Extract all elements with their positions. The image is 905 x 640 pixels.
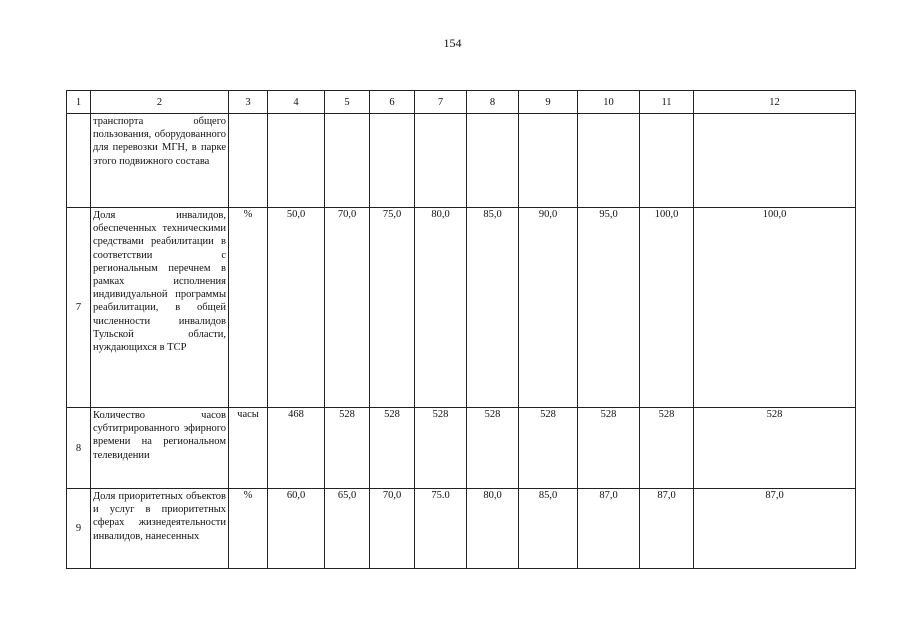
unit-cell: [229, 114, 268, 208]
value-cell: 528: [325, 408, 370, 489]
value-cell: 100,0: [640, 208, 694, 408]
header-cell: 8: [467, 91, 519, 114]
table-row: [67, 489, 856, 569]
value-cell: 70,0: [370, 489, 415, 569]
value-cell: 87,0: [578, 489, 640, 569]
header-cell: 11: [640, 91, 694, 114]
header-cell: 12: [694, 91, 856, 114]
header-cell: 1: [67, 91, 91, 114]
indicator-description: Количество часов субтитрированного эфирного времени на региональном телевидении: [91, 408, 229, 489]
value-cell: 85,0: [519, 489, 578, 569]
value-cell: [370, 114, 415, 208]
value-cell: 528: [467, 408, 519, 489]
value-cell: [519, 114, 578, 208]
header-row: [67, 91, 856, 114]
header-cell: 5: [325, 91, 370, 114]
table-row: [67, 114, 856, 208]
header-cell: 6: [370, 91, 415, 114]
indicator-description: Доля инвалидов, обеспеченных техническими средствами реабилитации в соответствии с региональным перечнем в рамках исполнения индивидуальной программы реабилитации, в общей численности инвалидов Тульской области, нуждающихся в ТСР: [91, 208, 229, 408]
value-cell: 528: [415, 408, 467, 489]
value-cell: 90,0: [519, 208, 578, 408]
value-cell: 468: [268, 408, 325, 489]
header-cell: 3: [229, 91, 268, 114]
value-cell: 80,0: [415, 208, 467, 408]
value-cell: [268, 114, 325, 208]
header-cell: 10: [578, 91, 640, 114]
value-cell: 60,0: [268, 489, 325, 569]
table-row: [67, 208, 856, 408]
value-cell: [694, 114, 856, 208]
value-cell: 65,0: [325, 489, 370, 569]
value-cell: 100,0: [694, 208, 856, 408]
value-cell: 50,0: [268, 208, 325, 408]
value-cell: [640, 114, 694, 208]
value-cell: 85,0: [467, 208, 519, 408]
value-cell: [578, 114, 640, 208]
unit-cell: %: [229, 208, 268, 408]
value-cell: 87,0: [640, 489, 694, 569]
page-number: 154: [443, 36, 462, 50]
header-cell: 7: [415, 91, 467, 114]
row-number: 9: [67, 489, 91, 569]
value-cell: 528: [370, 408, 415, 489]
indicator-description: транспорта общего пользования, оборудованного для перевозки МГН, в парке этого подвижного состава: [91, 114, 229, 208]
row-number: 8: [67, 408, 91, 489]
value-cell: 87,0: [694, 489, 856, 569]
header-cell: 4: [268, 91, 325, 114]
row-number: [67, 114, 91, 208]
unit-cell: часы: [229, 408, 268, 489]
value-cell: 528: [578, 408, 640, 489]
header-cell: 9: [519, 91, 578, 114]
indicator-description: Доля приоритетных объектов и услуг в приоритетных сферах жизнедеятельности инвалидов, нанесенных: [91, 489, 229, 569]
value-cell: 95,0: [578, 208, 640, 408]
row-number: 7: [67, 208, 91, 408]
value-cell: 75,0: [370, 208, 415, 408]
value-cell: 528: [640, 408, 694, 489]
value-cell: 80,0: [467, 489, 519, 569]
value-cell: [467, 114, 519, 208]
value-cell: 528: [694, 408, 856, 489]
value-cell: 528: [519, 408, 578, 489]
table-row: [67, 408, 856, 489]
indicators-table: [66, 90, 856, 569]
value-cell: [325, 114, 370, 208]
value-cell: [415, 114, 467, 208]
unit-cell: %: [229, 489, 268, 569]
value-cell: 75.0: [415, 489, 467, 569]
header-cell: 2: [91, 91, 229, 114]
value-cell: 70,0: [325, 208, 370, 408]
